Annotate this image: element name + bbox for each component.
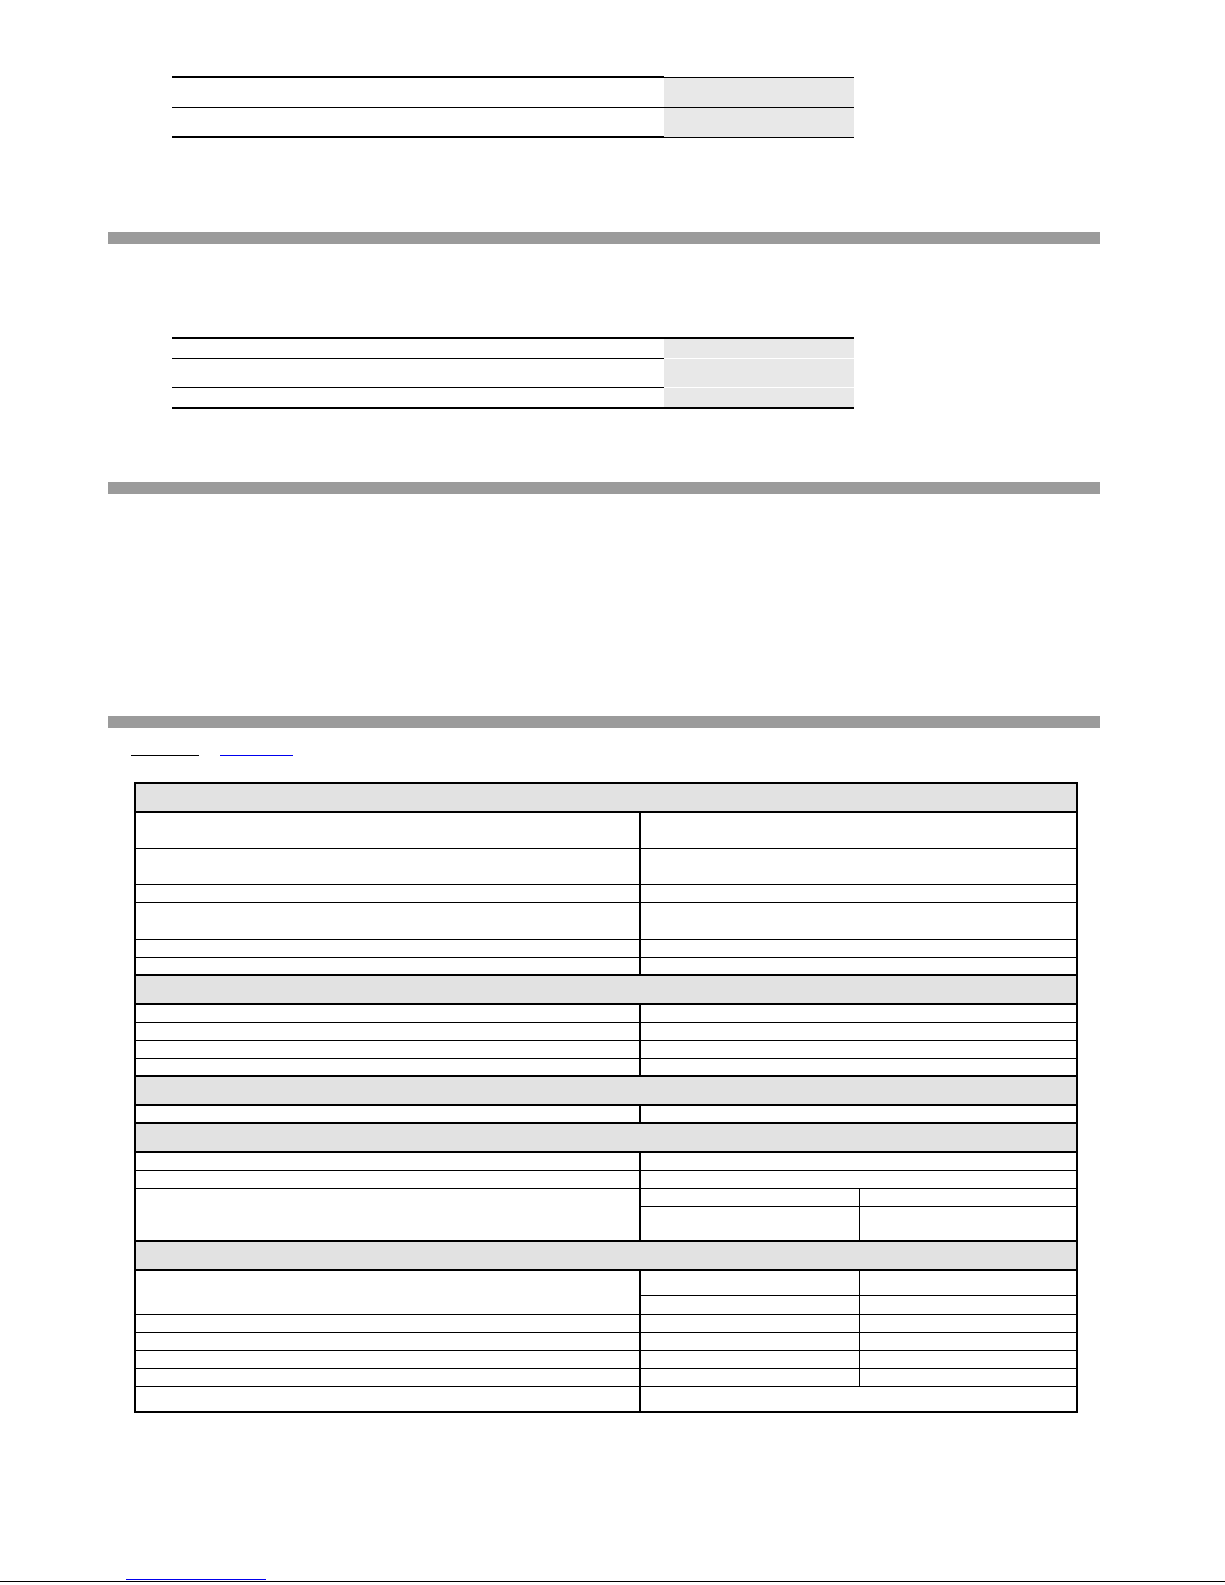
spec-label — [135, 902, 640, 939]
spec-label — [135, 848, 640, 884]
footer-link-underline — [126, 1579, 266, 1580]
spec-section-title — [135, 783, 1077, 812]
spec-section-title — [135, 1076, 1077, 1105]
spec-value — [640, 1170, 1077, 1188]
nav-link-2-underline — [220, 755, 293, 756]
spec-subvalue — [859, 1206, 1077, 1241]
summary-value — [664, 388, 854, 409]
spec-subvalue — [859, 1295, 1077, 1314]
section-divider — [108, 482, 1100, 494]
spec-row — [135, 1270, 1077, 1295]
nav-link-2[interactable] — [220, 740, 293, 756]
spec-label — [135, 1040, 640, 1058]
spec-label — [135, 957, 640, 975]
spec-label — [135, 1152, 640, 1170]
summary-row — [172, 388, 854, 409]
spec-label — [135, 1314, 640, 1332]
spec-label — [135, 1332, 640, 1350]
spec-value — [640, 848, 1077, 884]
nav-link-1-underline — [131, 755, 199, 756]
spec-value — [640, 884, 1077, 902]
summary-label — [172, 388, 664, 409]
spec-subvalue — [859, 1350, 1077, 1368]
spec-label — [135, 1350, 640, 1368]
spec-value — [640, 957, 1077, 975]
spec-label — [135, 1022, 640, 1040]
section-divider — [108, 232, 1100, 244]
spec-label — [135, 812, 640, 848]
spec-row — [135, 1058, 1077, 1076]
spec-label — [135, 939, 640, 957]
summary-table-2 — [172, 337, 854, 409]
spec-label — [135, 1368, 640, 1386]
spec-row — [135, 1368, 1077, 1386]
spec-label — [135, 1270, 640, 1314]
summary-row — [172, 77, 854, 108]
spec-section-header — [135, 975, 1077, 1004]
spec-subvalue — [640, 1270, 859, 1295]
spec-row — [135, 1386, 1077, 1412]
spec-value — [640, 1152, 1077, 1170]
spec-subvalue — [640, 1350, 859, 1368]
summary-table-1 — [172, 76, 854, 138]
spec-value — [640, 939, 1077, 957]
spec-label — [135, 1386, 640, 1412]
spec-subvalue — [640, 1188, 859, 1206]
summary-row — [172, 108, 854, 138]
spec-row — [135, 812, 1077, 848]
summary-label — [172, 338, 664, 359]
summary-row — [172, 359, 854, 388]
spec-subvalue — [640, 1295, 859, 1314]
spec-section-header — [135, 1123, 1077, 1152]
spec-label — [135, 1188, 640, 1241]
spec-section-header — [135, 783, 1077, 812]
spec-value — [640, 1022, 1077, 1040]
spec-row — [135, 1170, 1077, 1188]
summary-row — [172, 338, 854, 359]
summary-value — [664, 338, 854, 359]
spec-section-header — [135, 1241, 1077, 1270]
spec-subvalue — [640, 1332, 859, 1350]
spec-row — [135, 848, 1077, 884]
spec-value — [640, 1386, 1077, 1412]
spec-row — [135, 939, 1077, 957]
spec-row — [135, 1105, 1077, 1123]
summary-value — [664, 77, 854, 108]
spec-table — [134, 782, 1078, 1413]
spec-row — [135, 1004, 1077, 1022]
spec-row — [135, 1350, 1077, 1368]
spec-section-header — [135, 1076, 1077, 1105]
spec-row — [135, 1332, 1077, 1350]
spec-label — [135, 1105, 640, 1123]
spec-subvalue — [859, 1270, 1077, 1295]
spec-subvalue — [640, 1206, 859, 1241]
spec-value — [640, 1058, 1077, 1076]
section-divider — [108, 716, 1100, 728]
spec-row — [135, 1152, 1077, 1170]
spec-value — [640, 1004, 1077, 1022]
summary-label — [172, 359, 664, 388]
spec-section-title — [135, 975, 1077, 1004]
spec-subvalue — [640, 1368, 859, 1386]
summary-value — [664, 108, 854, 138]
spec-row — [135, 902, 1077, 939]
spec-row — [135, 1022, 1077, 1040]
spec-label — [135, 1004, 640, 1022]
spec-subvalue — [640, 1314, 859, 1332]
summary-value — [664, 359, 854, 388]
spec-label — [135, 1058, 640, 1076]
spec-row — [135, 1314, 1077, 1332]
spec-label — [135, 1170, 640, 1188]
spec-subvalue — [859, 1188, 1077, 1206]
spec-subvalue — [859, 1314, 1077, 1332]
spec-section-title — [135, 1241, 1077, 1270]
spec-row — [135, 884, 1077, 902]
spec-subvalue — [859, 1332, 1077, 1350]
spec-section-title — [135, 1123, 1077, 1152]
spec-value — [640, 1105, 1077, 1123]
nav-link-1[interactable] — [131, 740, 199, 756]
spec-row — [135, 957, 1077, 975]
spec-value — [640, 1040, 1077, 1058]
spec-row — [135, 1040, 1077, 1058]
spec-subvalue — [859, 1368, 1077, 1386]
spec-value — [640, 812, 1077, 848]
summary-label — [172, 77, 664, 108]
spec-row — [135, 1188, 1077, 1206]
summary-label — [172, 108, 664, 138]
footer-rule — [0, 1581, 1225, 1582]
spec-value — [640, 902, 1077, 939]
footer-link[interactable] — [126, 1566, 266, 1580]
spec-label — [135, 884, 640, 902]
